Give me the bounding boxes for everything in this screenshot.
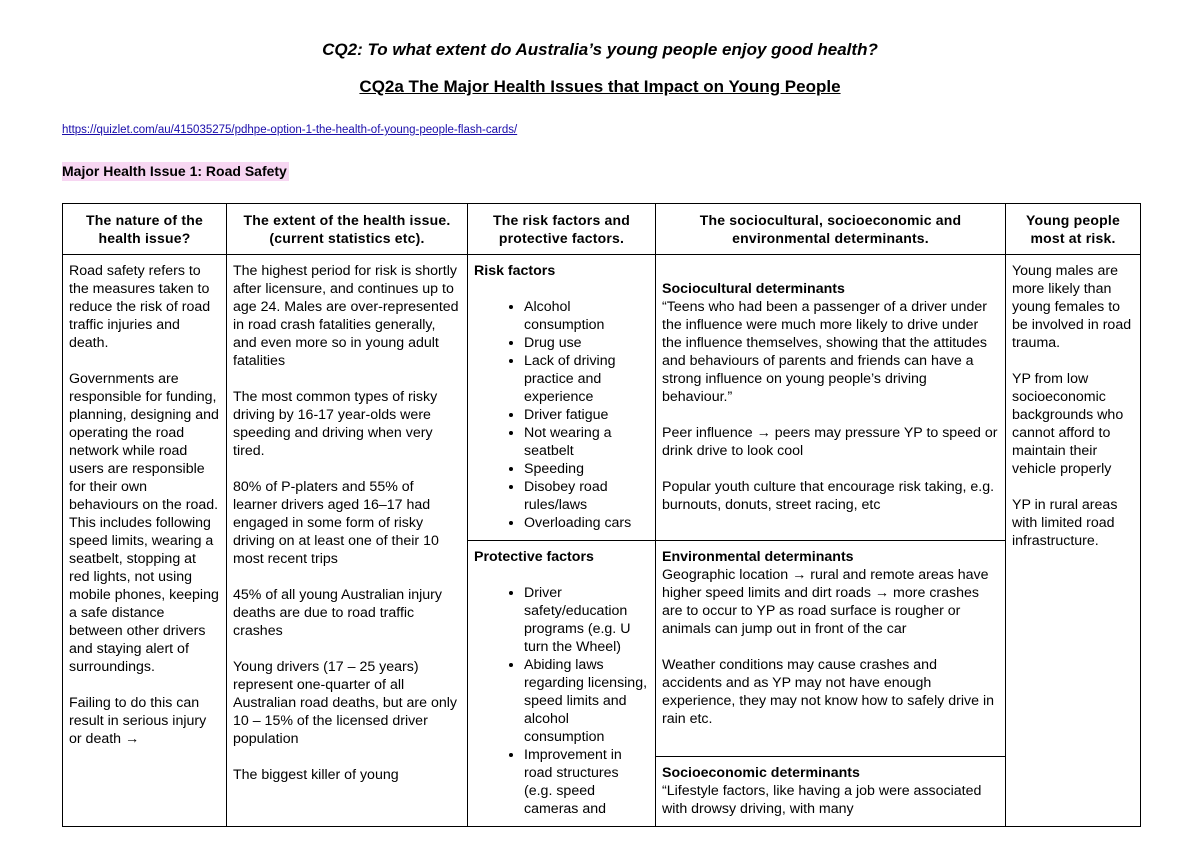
factors-cell — [468, 255, 656, 827]
at-risk-cell — [1006, 255, 1141, 827]
environmental-paragraph: Weather conditions may cause crashes and accidents and as YP may not have enough experience, they may not know how to safely drive in rain etc. — [662, 657, 994, 727]
sociocultural-heading: Sociocultural determinants — [662, 281, 845, 297]
extent-paragraph: The most common types of risky driving by 16-17 year-olds were speeding and driving when very tired. — [233, 389, 438, 459]
header-extent: The extent of the health issue. (current statistics etc). — [227, 204, 468, 255]
determinants-cell — [656, 255, 1006, 827]
header-at-risk: Young people most at risk. — [1006, 204, 1141, 255]
risk-factors-list — [474, 298, 649, 532]
page-title: CQ2: To what extent do Australia’s young people enjoy good health? — [322, 40, 878, 59]
list-item: • Lack of driving practice and experience — [524, 352, 649, 406]
issue-heading: Major Health Issue 1: Road Safety — [62, 163, 287, 179]
extent-cell — [227, 255, 468, 827]
health-issue-table — [62, 203, 1141, 827]
list-item: • Drug use — [524, 334, 649, 352]
table-row — [63, 255, 1141, 827]
environmental-paragraph: Geographic location → rural and remote areas have higher speed limits and dirt roads → more crashes are to occur to YP as road surface is rougher or animals can jump out in front of the car — [662, 567, 989, 637]
list-item: • Abiding laws regarding licensing, speed limits and alcohol consumption — [524, 656, 649, 746]
list-item: • Improvement in road structures (e.g. speed cameras and — [524, 746, 649, 818]
sociocultural-section — [656, 255, 1005, 541]
socioeconomic-paragraph: “Lifestyle factors, like having a job were associated with drowsy driving, with many — [662, 783, 982, 817]
protective-factors-section — [468, 541, 655, 825]
list-item: • Speeding — [524, 460, 649, 478]
list-item: • Alcohol consumption — [524, 298, 649, 334]
nature-paragraph: Failing to do this can result in serious injury or death → — [69, 695, 207, 747]
list-item: • Disobey road rules/laws — [524, 478, 649, 514]
header-determinants: The sociocultural, socioeconomic and environmental determinants. — [656, 204, 1006, 255]
socioeconomic-heading: Socioeconomic determinants — [662, 765, 860, 781]
at-risk-paragraph: YP from low socioeconomic backgrounds who cannot afford to maintain their vehicle properly — [1012, 371, 1124, 477]
at-risk-paragraph: YP in rural areas with limited road infrastructure. — [1012, 497, 1118, 549]
nature-paragraph: Governments are responsible for funding, planning, designing and operating the road network while road users are responsible for their own behaviours on the road. This includes following speed limits, wearing a seatbelt, stopping at red lights, not using mobile phones, keeping a safe distance between other drivers and staying alert of surroundings. — [69, 371, 219, 675]
protective-factors-heading: Protective factors — [474, 549, 594, 565]
extent-paragraph: The biggest killer of young — [233, 767, 399, 783]
list-item: • Driver fatigue — [524, 406, 649, 424]
extent-paragraph: 45% of all young Australian injury deaths are due to road traffic crashes — [233, 587, 442, 639]
environmental-section — [656, 541, 1005, 757]
quizlet-link[interactable]: https://quizlet.com/au/415035275/pdhpe-option-1-the-health-of-young-people-flash-cards/ — [62, 124, 518, 136]
list-item: • Not wearing a seatbelt — [524, 424, 649, 460]
table-header-row — [63, 204, 1141, 255]
header-nature: The nature of the health issue? — [63, 204, 227, 255]
risk-factors-heading: Risk factors — [474, 263, 556, 279]
nature-paragraph: Road safety refers to the measures taken to reduce the risk of road traffic injuries and death. — [69, 263, 211, 351]
socioeconomic-section — [656, 757, 1005, 825]
sociocultural-paragraph: “Teens who had been a passenger of a driver under the influence were much more likely to drive under the influence themselves, showing that the attitudes and behaviours of parents and friends can have a strong influence on young people’s driving behaviour.” — [662, 299, 987, 405]
sociocultural-paragraph: Popular youth culture that encourage risk taking, e.g. burnouts, donuts, street racing, etc — [662, 479, 995, 513]
at-risk-paragraph: Young males are more likely than young females to be involved in road trauma. — [1012, 263, 1132, 351]
sociocultural-paragraph: Peer influence → peers may pressure YP to speed or drink drive to look cool — [662, 425, 998, 459]
header-risk-protective: The risk factors and protective factors. — [468, 204, 656, 255]
extent-paragraph: Young drivers (17 – 25 years) represent one-quarter of all Australian road deaths, but are only 10 – 15% of the licensed driver population — [233, 659, 457, 747]
list-item: • Driver safety/education programs (e.g. U turn the Wheel) — [524, 584, 649, 656]
page-subtitle: CQ2a The Major Health Issues that Impact on Young People — [359, 77, 841, 96]
nature-cell — [63, 255, 227, 827]
environmental-heading: Environmental determinants — [662, 549, 854, 565]
risk-factors-section — [468, 255, 655, 541]
extent-paragraph: 80% of P-platers and 55% of learner drivers aged 16–17 had engaged in some form of risky driving on at least one of their 10 most recent trips — [233, 479, 439, 567]
list-item: • Overloading cars — [524, 514, 649, 532]
protective-factors-list — [474, 584, 649, 818]
extent-paragraph: The highest period for risk is shortly after licensure, and continues up to age 24. Males are over-represented in road crash fatalities generally, and even more so in young adult fatalities — [233, 263, 459, 369]
